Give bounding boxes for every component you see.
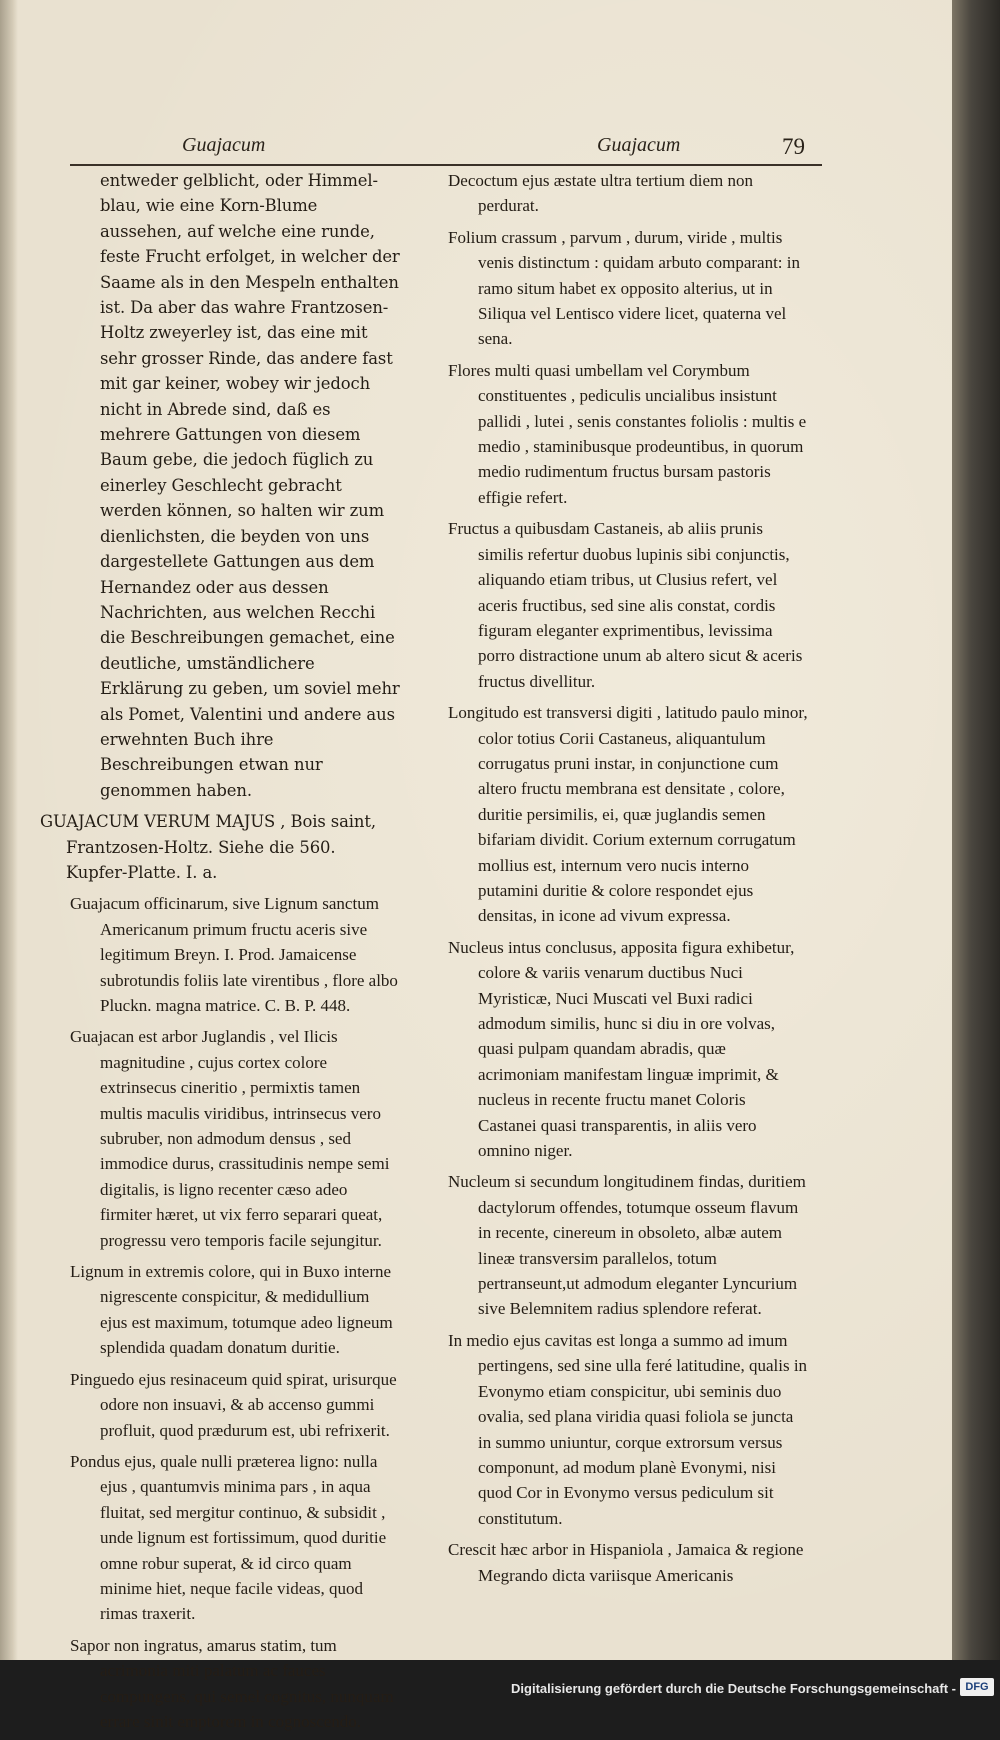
paragraph-description: Guajacan est arbor Juglandis , vel Ilicis magnitudine , cujus cortex colore extrinsecus cineritio , permixtis tamen multis maculis viridibus, intrinsecus vero subruber, non admodum densus , sed immodice durus, crassitudinis nempe semi digitalis, is ligno recenter cæso adeo firmiter hæret, ut vix ferro separari queat, progressu vero temporis facile sejungitur. xyxy=(70,1027,390,1250)
paragraph-flowers: Flores multi quasi umbellam vel Corymbum constituentes , pediculis uncialibus insistunt pallidi , lutei , senis constantes foliolis : multis e medio , staminibusque prodeuntibus, in quorum medio rudimentum fructus bursam pastoris effigie refert. xyxy=(448,360,807,507)
page-gutter xyxy=(0,0,18,1660)
running-head-left: Guajacum xyxy=(182,134,266,156)
dfg-logo-icon: DFG xyxy=(960,1678,994,1696)
paragraph-kernel-split: Nucleum si secundum longitudinem findas, duritiem dactylorum offendes, totumque osseum flavum in recente, cinereum in obsoleto, albæ autem lineæ transversim parallelos, totum pertranseunt,ut admodum eleganter Lyncurium sive Belemnitem radius splendore referat. xyxy=(448,1172,806,1319)
paragraph-habitat: Crescit hæc arbor in Hispaniola , Jamaica & regione Megrando dicta variisque Americanis xyxy=(448,1540,804,1585)
entry-heading: GUAJACUM VERUM MAJUS , Bois saint, Frantzosen-Holtz. Siehe die 560. Kupfer-Platte. I. a. xyxy=(40,812,376,882)
footer-credit: Digitalisierung gefördert durch die Deutsche Forschungsgemeinschaft - xyxy=(511,1681,956,1696)
paragraph-synonyms: Guajacum officinarum, sive Lignum sanctum Americanum primum fructu aceris sive legitimum Breyn. I. Prod. Jamaicense subrotundis foliis late virentibus , flore albo Pluckn. magna matrice. C. B. P. 448. xyxy=(70,894,398,1015)
paragraph-kernel: Nucleus intus conclusus, apposita figura exhibetur, colore & variis venarum ductibus Nuci Myristicæ, Nuci Muscati vel Buxi radici admodum similis, hunc si diu in ore volvas, quasi pulpam quandam abradis, quæ acrimoniam manifestam linguæ imprimit, & nucleus in recente fructu manet Coloris Castanei quasi transparentis, in aliis vero omnino niger. xyxy=(448,937,795,1161)
book-edge xyxy=(952,0,1000,1660)
paragraph-taste: Sapor non ingratus, amarus statim, tum acrimonia miti palatum ac fauces compungens, qui semel cognitus, nunquam errare sinit emptorem in cognoscendo. xyxy=(70,1635,394,1731)
german-continuation: entweder gelblicht, oder Himmel-blau, wie eine Korn-Blume aussehen, auf welche eine runde, feste Frucht erfolget, in welcher der Saame als in den Mespeln enthalten ist. Da aber das wahre Frantzosen-Holtz zweyerley ist, das eine mit sehr grosser Rinde, das andere fast mit gar keiner, wobey wir jedoch nicht in Abrede sind, daß es mehrere Gattungen von diesem Baum gebe, die jedoch füglich zu einerley Geschlecht gebracht werden können, so halten wir zum dienlichsten, die beyden von uns dargestellete Gattungen aus dem Hernandez oder aus dessen Nachrichten, aus welchen Recchi die Beschreibungen gemachet, eine deutliche, umständlichere Erklärung zu geben, um soviel mehr als Pomet, Valentini und andere aus erwehnten Buch ihre Beschreibungen etwan nur genommen haben. xyxy=(100,171,400,800)
paragraph-leaf: Folium crassum , parvum , durum, viride , multis venis distinctum : quidam arbuto comparant: in ramo situm habet ex opposito alterius, ut in Siliqua vel Lentisco videre licet, quaterna vel sena. xyxy=(448,227,800,349)
right-column xyxy=(448,168,808,1594)
paragraph-cavity: In medio ejus cavitas est longa a summo ad imum pertingens, sed sine ulla feré latitudine, qualis in Evonymo etiam conspicitur, ubi seminis duo ovalia, sed plana viridia quasi foliola se juncta in summo uniuntur, corque extrorsum versus componunt, ad modum planè Evonymi, nisi quod Cor in Evonymo versus pediculum sit constitutum. xyxy=(448,1330,808,1528)
left-column xyxy=(40,168,400,1740)
header-rule xyxy=(70,164,822,166)
paragraph-decoction: Decoctum ejus æstate ultra tertium diem non perdurat. xyxy=(448,171,753,216)
paragraph-fruit: Fructus a quibusdam Castaneis, ab aliis prunis similis refertur duobus lupinis sibi conjunctis, aliquando etiam tribus, ut Clusius refert, vel aceris fructibus, sed sine alis constat, cordis figuram eleganter exprimentibus, levissima porro distractione unum ab altero sicut & aceris fructus divellitur. xyxy=(448,519,803,691)
left-paragraphs xyxy=(40,891,400,1734)
footer-bar xyxy=(0,1670,1000,1704)
paragraph-length: Longitudo est transversi digiti , latitudo paulo minor, color totius Corii Castaneus, aliquantulum corrugatus pruni instar, in conjunctione cum altero fructu membrana est densitate , colore, duritie persimilis, ei, quæ juglandis semen bifariam dividit. Corium externum corrugatum mollius est, internum vero nucis interno putamini duritie & colore respondet ejus densitas, in icone ad vivum expressa. xyxy=(448,703,808,926)
paragraph-wood: Lignum in extremis colore, qui in Buxo interne nigrescente conspicitur, & medidullium ejus est maximum, totumque adeo ligneum splendida quadam donatum duritie. xyxy=(70,1262,393,1358)
paragraph-weight: Pondus ejus, quale nulli præterea ligno: nulla ejus , quantumvis minima pars , in aqua fluitat, sed mergitur continuo, & subsidit , unde lignum est fortissimum, quod duritie omne robur superat, & id circo quam minime hiet, neque facile videas, quod rimas traxerit. xyxy=(70,1451,387,1624)
paragraph-resin: Pinguedo ejus resinaceum quid spirat, urisurque odore non insuavi, & ab accenso gummi profluit, quod prædurum est, ubi refrixerit. xyxy=(70,1369,397,1440)
page-number: 79 xyxy=(782,134,805,159)
running-head-right: Guajacum xyxy=(597,134,681,156)
